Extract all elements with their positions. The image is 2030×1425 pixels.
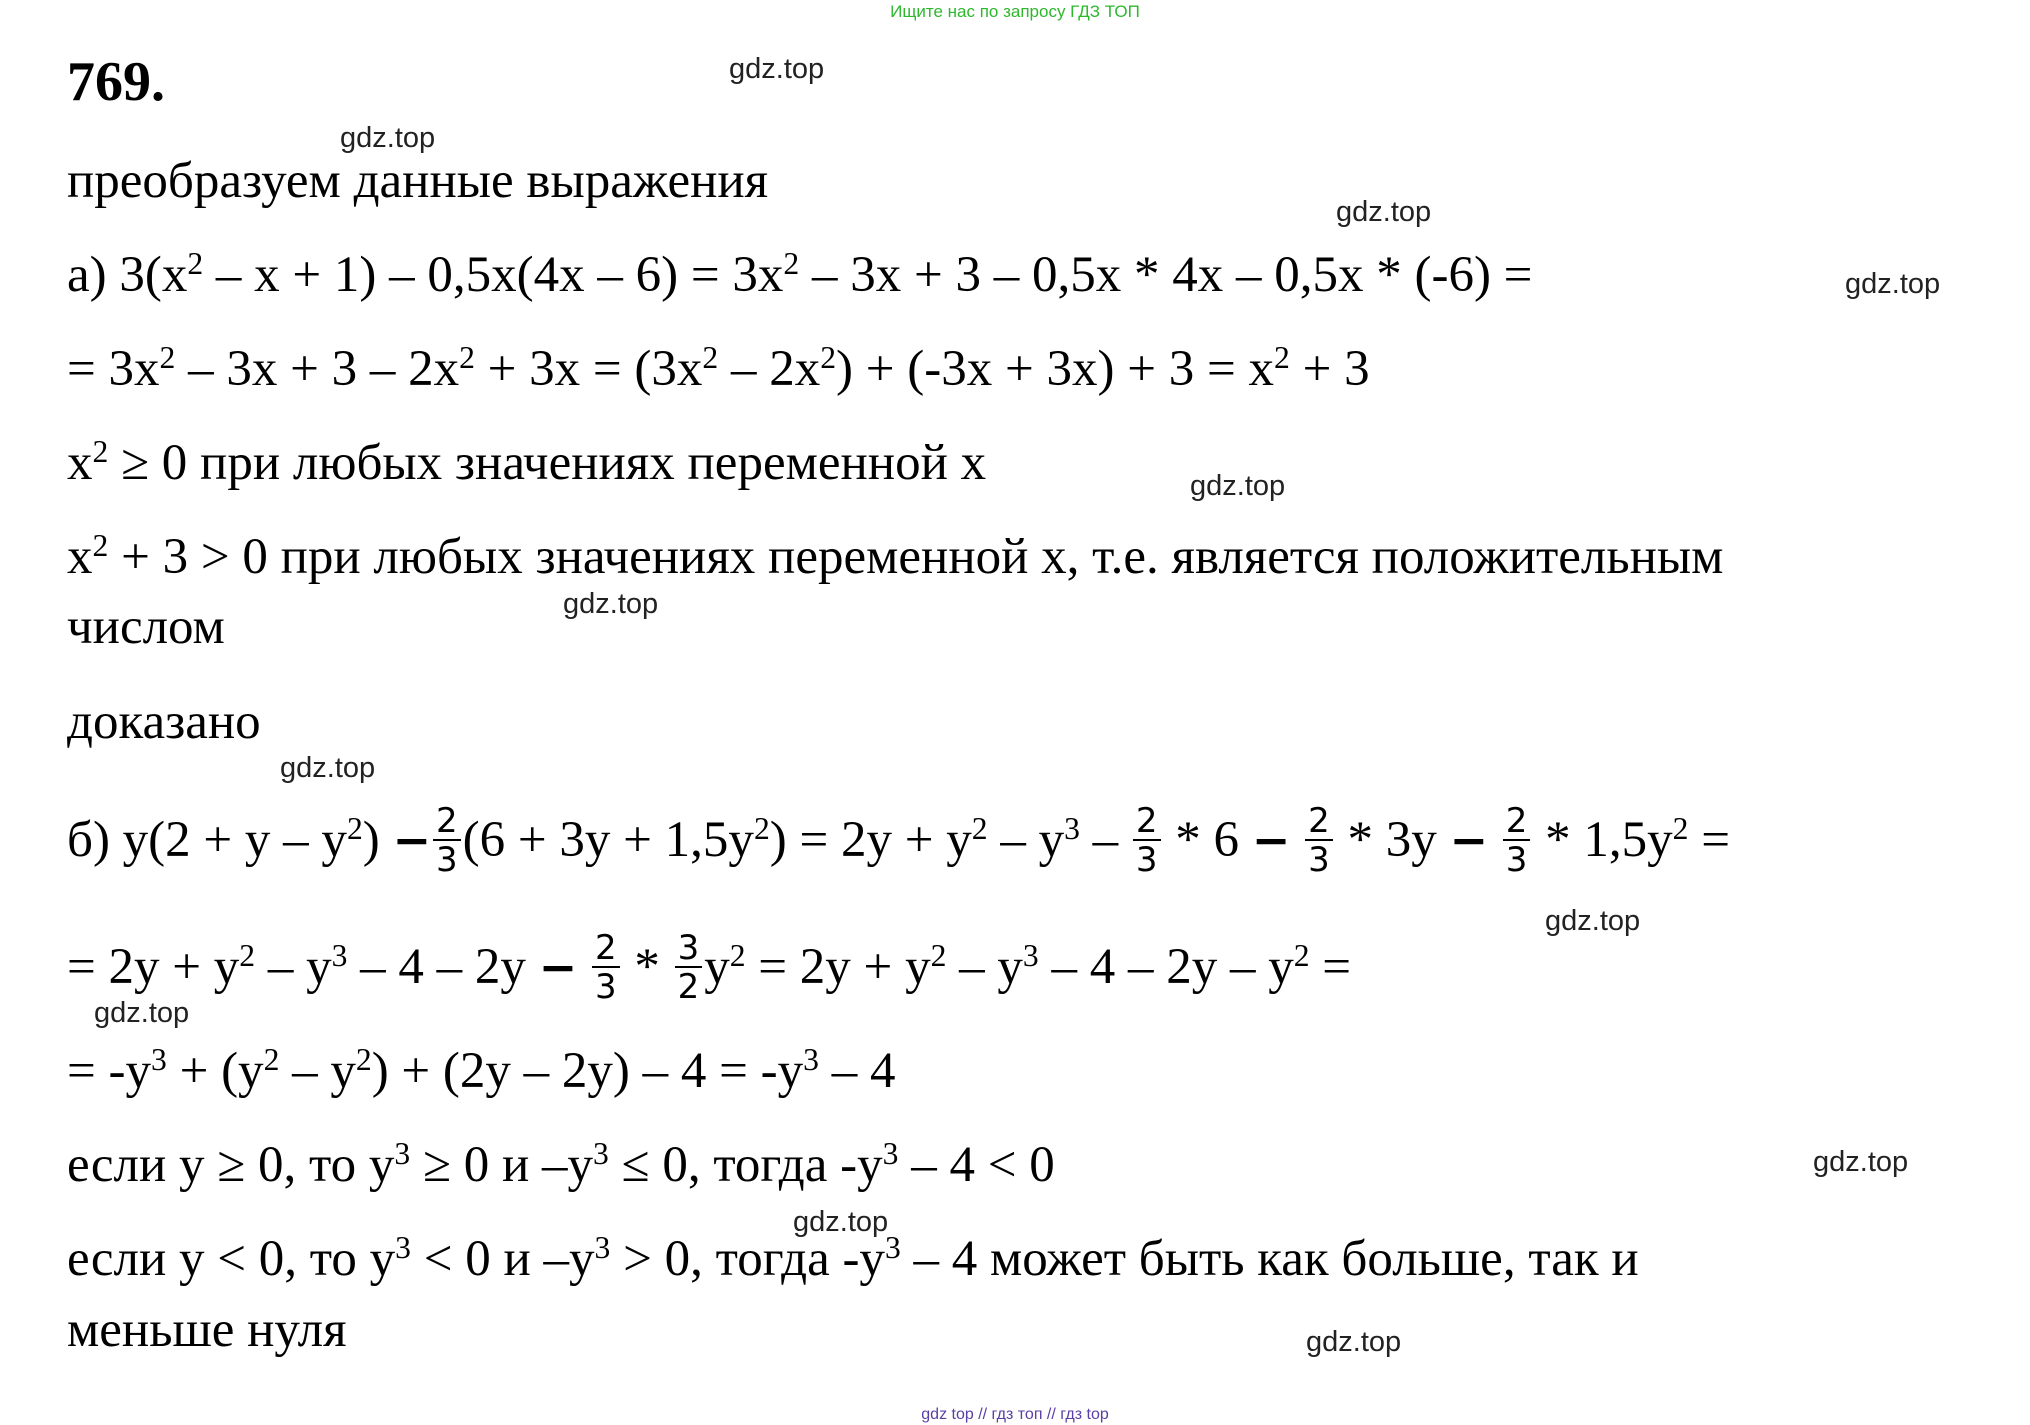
watermark: gdz.top xyxy=(563,588,659,620)
part-b-line-5: если y < 0, то $y^3 < 0$ и $-y^3 > 0$, тогда $-y^3 - 4$ может быть как больше, так и xyxy=(67,1229,1639,1287)
part-a-line-5: числом xyxy=(67,599,225,655)
problem-number: 769. xyxy=(67,51,165,113)
watermark: gdz.top xyxy=(340,122,436,154)
part-b-conclusion: меньше нуля xyxy=(67,1302,347,1358)
part-b-line-2: = $2y + y^2 - y^3 - 4 - 2y$ − $\frac{2}{3}$ * $\frac{3}{2}$ $y^2 = 2y + y^2 - y^3 - 4 - 2y - y^2$ = xyxy=(67,928,1352,1007)
fraction: $\frac{3}{2}$ xyxy=(675,931,703,1004)
part-a-line-3: $x^2 \ge 0$ при любых значениях переменной x xyxy=(67,433,987,491)
fraction: $\frac{2}{3}$ xyxy=(1503,804,1531,877)
part-a-line-4: $x^2 + 3 > 0$ при любых значениях переменной x, т.е. является положительным xyxy=(67,527,1724,585)
fraction: $\frac{2}{3}$ xyxy=(1133,804,1161,877)
watermark: gdz.top xyxy=(1813,1146,1909,1178)
watermark: gdz.top xyxy=(1306,1326,1402,1358)
watermark: gdz.top xyxy=(1845,268,1941,300)
fraction: $\frac{2}{3}$ xyxy=(433,804,461,877)
intro-line: преобразуем данные выражения xyxy=(67,153,769,209)
part-a-line-1: а) $3(x^2 - x + 1) - 0,5x(4x - 6) = 3x^2 - 3x + 3 - 0,5x * 4x - 0,5x * (-6)$ = xyxy=(67,245,1533,303)
part-b-line-1: б) $y(2 + y - y^2)$ − $\frac{2}{3}$ $(6 + 3y + 1,5y^2) = 2y + y^2 - y^3$ – $\frac{2}{3}$ * 6 − $\frac{2}{3}$ * 3y − $\frac{2}{3}$ * $1,5y^2$ = xyxy=(67,801,1730,880)
watermark: gdz.top xyxy=(1190,470,1286,502)
part-b-line-3: = $-y^3 + (y^2 - y^2) + (2y - 2y) - 4 = -y^3 - 4$ xyxy=(67,1041,896,1099)
watermark: gdz.top xyxy=(729,53,825,85)
footer-links: gdz top // гдз топ // гдз top xyxy=(921,1406,1109,1423)
watermark: gdz.top xyxy=(1336,196,1432,228)
part-a-conclusion: доказано xyxy=(67,694,261,750)
fraction: $\frac{2}{3}$ xyxy=(1305,804,1333,877)
part-b-line-4: если y ≥ 0, то $y^3 \ge 0$ и $-y^3 \le 0$, тогда $-y^3 - 4 < 0$ xyxy=(67,1135,1055,1193)
watermark: gdz.top xyxy=(793,1206,889,1238)
top-banner: Ищите нас по запросу ГДЗ ТОП xyxy=(890,2,1140,21)
watermark: gdz.top xyxy=(1545,905,1641,937)
fraction: $\frac{2}{3}$ xyxy=(592,931,620,1004)
watermark: gdz.top xyxy=(280,752,376,784)
watermark: gdz.top xyxy=(94,997,190,1029)
part-a-line-2: = $3x^2 - 3x + 3 - 2x^2 + 3x = (3x^2 - 2x^2) + (-3x + 3x) + 3 = x^2 + 3$ xyxy=(67,339,1370,397)
